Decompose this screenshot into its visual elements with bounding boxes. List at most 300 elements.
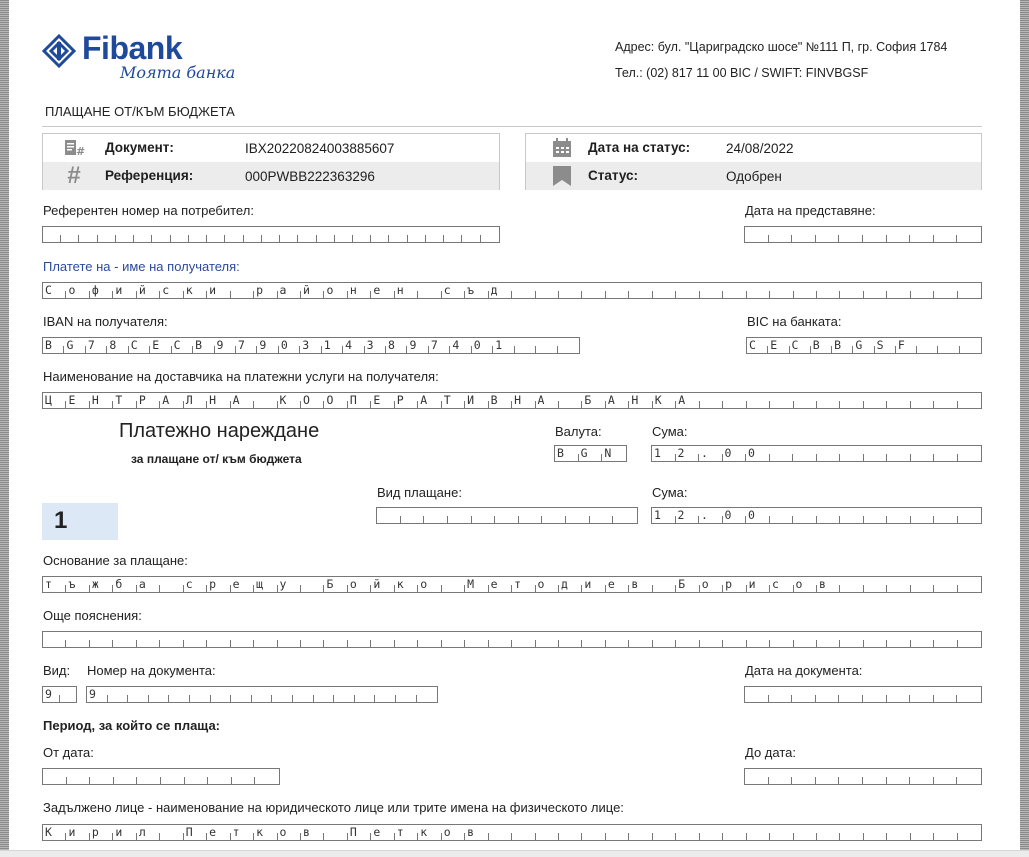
- char-cell: [211, 687, 232, 702]
- char-cell: [582, 632, 605, 647]
- char-cell: [43, 769, 67, 784]
- char-cell: [293, 687, 314, 702]
- char-cell: [887, 825, 910, 840]
- char-cell: Р: [137, 393, 160, 408]
- psp-name-field[interactable]: [42, 392, 982, 409]
- char-cell: [817, 283, 840, 298]
- char-cell: [128, 687, 149, 702]
- char-cell: [864, 577, 887, 592]
- char-cell: о: [278, 825, 301, 840]
- char-cell: [559, 632, 582, 647]
- char-cell: и: [113, 825, 136, 840]
- char-cell: к: [395, 577, 418, 592]
- char-cell: [566, 508, 590, 523]
- char-cell: [911, 577, 934, 592]
- char-cell: в: [465, 825, 488, 840]
- char-cell: G: [579, 446, 603, 461]
- svg-text:#: #: [76, 145, 85, 158]
- char-cell: [606, 825, 629, 840]
- kind-label: Вид:: [43, 663, 71, 678]
- char-cell: М: [465, 577, 488, 592]
- char-cell: 9: [43, 687, 60, 702]
- char-cell: [794, 632, 817, 647]
- char-cell: [770, 393, 793, 408]
- doc-number-field[interactable]: [86, 686, 438, 703]
- char-cell: [161, 769, 185, 784]
- char-cell: [793, 446, 817, 461]
- obliged-field[interactable]: [42, 824, 982, 841]
- char-cell: Ц: [43, 393, 66, 408]
- hash-icon: #: [67, 162, 81, 189]
- char-cell: т: [231, 825, 254, 840]
- brand-tagline: Моята банка: [120, 63, 236, 82]
- char-cell: [348, 632, 371, 647]
- char-cell: [911, 283, 934, 298]
- char-cell: р: [254, 283, 277, 298]
- char-cell: [60, 687, 77, 702]
- char-cell: [747, 632, 770, 647]
- char-cell: [515, 338, 536, 353]
- char-cell: [171, 227, 189, 242]
- char-cell: [676, 825, 699, 840]
- status-date-value: 24/08/2022: [726, 141, 794, 156]
- char-cell: Е: [66, 393, 89, 408]
- char-cell: [137, 632, 160, 647]
- char-cell: К: [278, 393, 301, 408]
- char-cell: [512, 825, 535, 840]
- char-cell: 3: [365, 338, 386, 353]
- char-cell: E: [150, 338, 171, 353]
- order-subtitle: за плащане от/ към бюджета: [131, 452, 302, 466]
- char-cell: [462, 227, 480, 242]
- char-cell: 9: [87, 687, 108, 702]
- char-cell: 8: [386, 338, 407, 353]
- char-cell: [864, 508, 888, 523]
- char-cell: [606, 632, 629, 647]
- char-cell: б: [113, 577, 136, 592]
- section-title: ПЛАЩАНЕ ОТ/КЪМ БЮДЖЕТА: [45, 104, 235, 119]
- char-cell: [911, 632, 934, 647]
- char-cell: о: [348, 577, 371, 592]
- char-cell: [887, 283, 910, 298]
- char-cell: [444, 227, 462, 242]
- char-cell: [700, 632, 723, 647]
- payee-name-field[interactable]: [42, 282, 982, 299]
- char-cell: н: [395, 283, 418, 298]
- doc-date-field[interactable]: [744, 686, 982, 703]
- reference-value: 000PWBB222363296: [245, 169, 375, 184]
- user-ref-field[interactable]: [42, 226, 500, 243]
- payment-type-label: Вид плащане:: [377, 485, 462, 500]
- char-cell: К: [43, 825, 66, 840]
- char-cell: S: [875, 338, 896, 353]
- char-cell: [190, 687, 211, 702]
- char-cell: [792, 687, 816, 702]
- char-cell: [817, 446, 841, 461]
- reference-label: Референция:: [105, 168, 194, 183]
- char-cell: [794, 393, 817, 408]
- char-cell: и: [747, 577, 770, 592]
- char-cell: 9: [407, 338, 428, 353]
- char-cell: [255, 769, 279, 784]
- char-cell: е: [606, 577, 629, 592]
- char-cell: 4: [343, 338, 364, 353]
- char-cell: [137, 769, 161, 784]
- from-date-label: От дата:: [43, 745, 94, 760]
- char-cell: [489, 632, 512, 647]
- reference-row: [43, 162, 499, 190]
- char-cell: [536, 338, 557, 353]
- char-cell: в: [629, 577, 652, 592]
- char-cell: А: [418, 393, 441, 408]
- char-cell: [389, 227, 407, 242]
- char-cell: [747, 283, 770, 298]
- char-cell: G: [853, 338, 874, 353]
- char-cell: е: [371, 283, 394, 298]
- status-row: [526, 162, 981, 190]
- char-cell: G: [64, 338, 85, 353]
- char-cell: [335, 227, 353, 242]
- char-cell: [395, 632, 418, 647]
- char-cell: [817, 393, 840, 408]
- char-cell: [794, 283, 817, 298]
- currency-field[interactable]: [554, 445, 627, 462]
- char-cell: [840, 283, 863, 298]
- char-cell: Б: [324, 577, 347, 592]
- char-cell: [934, 446, 958, 461]
- submit-date-label: Дата на представяне:: [745, 203, 876, 218]
- obliged-label: Задължено лице - наименование на юридическото лице или трите имена на физическото лице:: [43, 800, 624, 815]
- to-date-field[interactable]: [744, 768, 982, 785]
- char-cell: С: [43, 283, 66, 298]
- char-cell: [747, 825, 770, 840]
- char-cell: [582, 283, 605, 298]
- char-cell: [401, 508, 425, 523]
- char-cell: р: [207, 577, 230, 592]
- char-cell: [793, 508, 817, 523]
- char-cell: [769, 769, 793, 784]
- char-cell: В: [489, 393, 512, 408]
- char-cell: [559, 825, 582, 840]
- from-date-field[interactable]: [42, 768, 280, 785]
- char-cell: [79, 227, 97, 242]
- char-cell: [839, 687, 863, 702]
- char-cell: [408, 227, 426, 242]
- char-cell: [700, 283, 723, 298]
- document-value: IBX20220824003885607: [245, 141, 395, 156]
- char-cell: [559, 283, 582, 298]
- char-cell: [149, 687, 170, 702]
- char-cell: [536, 825, 559, 840]
- char-cell: [442, 577, 465, 592]
- char-cell: [958, 577, 981, 592]
- char-cell: [559, 393, 582, 408]
- char-cell: т: [395, 825, 418, 840]
- char-cell: [90, 769, 114, 784]
- char-cell: [863, 769, 887, 784]
- document-icon: [63, 138, 85, 158]
- char-cell: о: [536, 577, 559, 592]
- payee-iban-field[interactable]: [42, 337, 580, 354]
- char-cell: [840, 632, 863, 647]
- char-cell: [280, 227, 298, 242]
- char-cell: 7: [236, 338, 257, 353]
- document-label: Документ:: [105, 140, 174, 155]
- payment-type-field[interactable]: [376, 507, 638, 524]
- char-cell: [910, 227, 934, 242]
- reason-field[interactable]: [42, 576, 982, 593]
- char-cell: с: [770, 577, 793, 592]
- char-cell: [887, 446, 911, 461]
- char-cell: C: [790, 338, 811, 353]
- char-cell: [298, 227, 316, 242]
- char-cell: Б: [582, 393, 605, 408]
- char-cell: [840, 825, 863, 840]
- document-row: [43, 134, 499, 162]
- more-info-field[interactable]: [42, 631, 982, 648]
- char-cell: [472, 508, 496, 523]
- char-cell: 2: [676, 508, 700, 523]
- char-cell: Н: [90, 393, 113, 408]
- char-cell: щ: [254, 577, 277, 592]
- char-cell: [934, 632, 957, 647]
- section-divider: [42, 126, 982, 127]
- char-cell: [536, 632, 559, 647]
- char-cell: [184, 632, 207, 647]
- char-cell: [116, 227, 134, 242]
- char-cell: [225, 227, 243, 242]
- char-cell: [839, 227, 863, 242]
- char-cell: [185, 769, 209, 784]
- char-cell: [426, 227, 444, 242]
- char-cell: [840, 393, 863, 408]
- char-cell: [314, 687, 335, 702]
- amount2-field[interactable]: [651, 507, 982, 524]
- char-cell: C: [129, 338, 150, 353]
- char-cell: [371, 227, 389, 242]
- char-cell: [957, 687, 981, 702]
- char-cell: [169, 687, 190, 702]
- char-cell: [98, 227, 116, 242]
- char-cell: 4: [450, 338, 471, 353]
- char-cell: 1: [652, 446, 676, 461]
- char-cell: N: [604, 446, 612, 460]
- more-info-label: Още пояснения:: [43, 608, 142, 623]
- char-cell: [958, 446, 982, 461]
- char-cell: к: [254, 825, 277, 840]
- char-cell: [43, 632, 66, 647]
- char-cell: И: [465, 393, 488, 408]
- submit-date-field[interactable]: [744, 226, 982, 243]
- char-cell: [745, 687, 769, 702]
- char-cell: А: [606, 393, 629, 408]
- char-cell: [676, 283, 699, 298]
- bank-bic-field[interactable]: [746, 337, 982, 354]
- char-cell: 0: [472, 338, 493, 353]
- char-cell: [489, 825, 512, 840]
- char-cell: [840, 577, 863, 592]
- char-cell: [840, 446, 864, 461]
- char-cell: [629, 825, 652, 840]
- char-cell: о: [794, 577, 817, 592]
- char-cell: [839, 769, 863, 784]
- char-cell: 1: [493, 338, 514, 353]
- char-cell: [375, 687, 396, 702]
- char-cell: [792, 227, 816, 242]
- char-cell: [231, 283, 254, 298]
- char-cell: [769, 687, 793, 702]
- char-cell: C: [747, 338, 768, 353]
- char-cell: [653, 577, 676, 592]
- user-ref-label: Референтен номер на потребител:: [43, 203, 254, 218]
- char-cell: А: [160, 393, 183, 408]
- char-cell: [207, 227, 225, 242]
- amount-field[interactable]: [651, 445, 982, 462]
- char-cell: о: [418, 577, 441, 592]
- currency-label: Валута:: [555, 424, 602, 439]
- char-cell: [653, 825, 676, 840]
- char-cell: [792, 769, 816, 784]
- char-cell: [816, 227, 840, 242]
- char-cell: А: [536, 393, 559, 408]
- page-edge-bottom: [0, 850, 1029, 857]
- char-cell: [424, 508, 448, 523]
- char-cell: Р: [395, 393, 418, 408]
- char-cell: д: [559, 577, 582, 592]
- char-cell: [770, 508, 794, 523]
- char-cell: е: [231, 577, 254, 592]
- char-cell: [887, 632, 910, 647]
- char-cell: Н: [207, 393, 230, 408]
- char-cell: [769, 227, 793, 242]
- char-cell: ъ: [66, 577, 89, 592]
- char-cell: 2: [676, 446, 700, 461]
- char-cell: [324, 632, 347, 647]
- bank-contacts: Тел.: (02) 817 11 00 BIC / SWIFT: FINVBGSF: [615, 66, 869, 80]
- status-date-row: [526, 134, 981, 162]
- char-cell: е: [207, 825, 230, 840]
- fibank-logo-mark-icon: [42, 34, 76, 68]
- calendar-icon: [552, 138, 574, 158]
- char-cell: [448, 508, 472, 523]
- char-cell: [495, 508, 519, 523]
- char-cell: [278, 632, 301, 647]
- char-cell: о: [700, 577, 723, 592]
- char-cell: [207, 632, 230, 647]
- char-cell: 7: [86, 338, 107, 353]
- char-cell: [418, 283, 441, 298]
- char-cell: [61, 227, 79, 242]
- order-title: Платежно нареждане: [119, 420, 320, 442]
- number-badge-text: 1: [54, 507, 68, 534]
- char-cell: [863, 227, 887, 242]
- char-cell: .: [699, 508, 723, 523]
- char-cell: [590, 508, 614, 523]
- char-cell: [817, 508, 841, 523]
- char-cell: B: [43, 338, 64, 353]
- payee-iban-label: IBAN на получателя:: [43, 314, 168, 329]
- char-cell: и: [66, 825, 89, 840]
- status-value: Одобрен: [726, 169, 782, 184]
- char-cell: [958, 508, 982, 523]
- char-cell: о: [324, 283, 347, 298]
- char-cell: [934, 393, 957, 408]
- char-cell: ъ: [465, 283, 488, 298]
- char-cell: [863, 687, 887, 702]
- char-cell: [519, 508, 543, 523]
- char-cell: и: [582, 577, 605, 592]
- char-cell: B: [811, 338, 832, 353]
- char-cell: [700, 825, 723, 840]
- char-cell: [887, 393, 910, 408]
- char-cell: [934, 577, 957, 592]
- amount-label: Сума:: [652, 424, 688, 439]
- char-cell: [911, 393, 934, 408]
- char-cell: 9: [215, 338, 236, 353]
- char-cell: [723, 283, 746, 298]
- char-cell: [231, 632, 254, 647]
- kind-field[interactable]: [42, 686, 77, 703]
- char-cell: [558, 338, 579, 353]
- status-label: Статус:: [588, 168, 638, 183]
- to-date-label: До дата:: [745, 745, 796, 760]
- char-cell: ж: [90, 577, 113, 592]
- char-cell: [745, 769, 769, 784]
- char-cell: [745, 227, 769, 242]
- char-cell: П: [348, 393, 371, 408]
- char-cell: F: [896, 338, 917, 353]
- char-cell: К: [653, 393, 676, 408]
- char-cell: [252, 687, 273, 702]
- char-cell: т: [43, 577, 66, 592]
- amount2-label: Сума:: [652, 485, 688, 500]
- char-cell: [160, 632, 183, 647]
- bank-bic-label: BIC на банката:: [747, 314, 842, 329]
- char-cell: А: [676, 393, 699, 408]
- char-cell: [934, 825, 957, 840]
- char-cell: [864, 283, 887, 298]
- document-info-box: [42, 133, 500, 190]
- payee-name-label: Платете на - име на получателя:: [43, 259, 240, 274]
- char-cell: [817, 825, 840, 840]
- char-cell: [244, 227, 262, 242]
- char-cell: Н: [629, 393, 652, 408]
- char-cell: [653, 632, 676, 647]
- char-cell: [958, 393, 981, 408]
- char-cell: 3: [300, 338, 321, 353]
- char-cell: [481, 227, 499, 242]
- char-cell: [887, 577, 910, 592]
- char-cell: [113, 632, 136, 647]
- char-cell: [417, 687, 438, 702]
- char-cell: [334, 687, 355, 702]
- char-cell: [262, 227, 280, 242]
- char-cell: E: [768, 338, 789, 353]
- char-cell: [108, 687, 129, 702]
- char-cell: [355, 687, 376, 702]
- char-cell: [958, 283, 981, 298]
- char-cell: [911, 825, 934, 840]
- char-cell: 1: [322, 338, 343, 353]
- char-cell: [910, 687, 934, 702]
- char-cell: [613, 508, 637, 523]
- psp-name-label: Наименование на доставчика на платежни услуги на получателя:: [43, 369, 439, 384]
- period-label: Период, за който се плаща:: [43, 718, 220, 733]
- char-cell: [957, 769, 981, 784]
- fibank-logo: [42, 30, 242, 86]
- char-cell: с: [442, 283, 465, 298]
- char-cell: О: [301, 393, 324, 408]
